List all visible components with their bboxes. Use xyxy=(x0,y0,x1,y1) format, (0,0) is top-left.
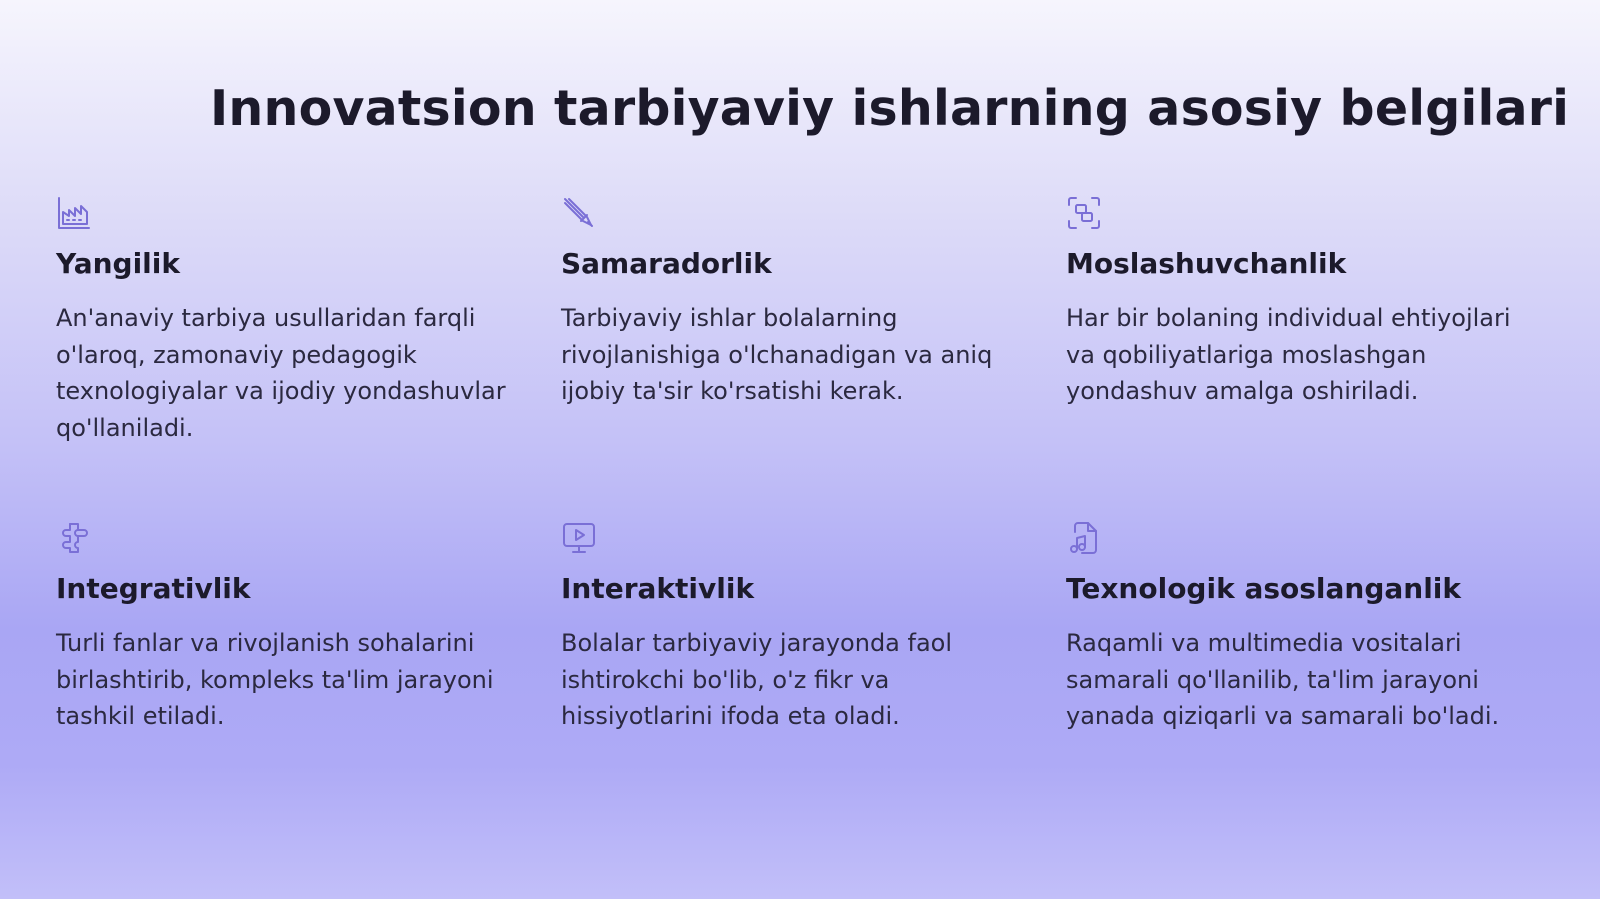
card-title: Integrativlik xyxy=(56,572,251,605)
card-description: An'anaviy tarbiya usullaridan farqli o'laroq, zamonaviy pedagogik texnologiyalar va ijodiy yondashuvlar qo'llaniladi. xyxy=(56,304,506,442)
card-description: Raqamli va multimedia vositalari samarali qo'llanilib, ta'lim jarayoni yanada qiziqarli va samarali bo'ladi. xyxy=(1066,629,1500,730)
page-title: Innovatsion tarbiyaviy ishlarning asosiy belgilari xyxy=(210,80,1570,137)
card-title: Moslashuvchanlik xyxy=(1066,247,1347,280)
card-title: Yangilik xyxy=(56,247,180,280)
card-title: Texnologik asoslanganlik xyxy=(1066,572,1462,605)
pen-icon xyxy=(561,195,597,231)
factory-chart-icon xyxy=(56,195,92,231)
feature-card-samaradorlik xyxy=(561,195,1031,410)
music-file-icon xyxy=(1066,520,1102,556)
feature-card-moslashuvchanlik xyxy=(1066,195,1536,410)
card-description: Tarbiyaviy ishlar bolalarning rivojlanishiga o'lchanadigan va aniq ijobiy ta'sir ko'rsatishi kerak. xyxy=(561,304,993,405)
puzzle-icon xyxy=(56,520,92,556)
feature-card-texnologik-asoslanganlik xyxy=(1066,520,1536,735)
feature-card-integrativlik xyxy=(56,520,526,735)
card-title: Samaradorlik xyxy=(561,247,772,280)
feature-card-yangilik xyxy=(56,195,526,446)
card-description: Bolalar tarbiyaviy jarayonda faol ishtirokchi bo'lib, o'z fikr va hissiyotlarini ifoda eta oladi. xyxy=(561,629,953,730)
card-title: Interaktivlik xyxy=(561,572,755,605)
card-description: Har bir bolaning individual ehtiyojlari va qobiliyatlariga moslashgan yondashuv amalga oshiriladi. xyxy=(1066,304,1511,405)
focus-scan-icon xyxy=(1066,195,1102,231)
card-description: Turli fanlar va rivojlanish sohalarini birlashtirib, kompleks ta'lim jarayoni tashkil etiladi. xyxy=(56,629,494,730)
monitor-play-icon xyxy=(561,520,597,556)
feature-card-interaktivlik xyxy=(561,520,1031,735)
